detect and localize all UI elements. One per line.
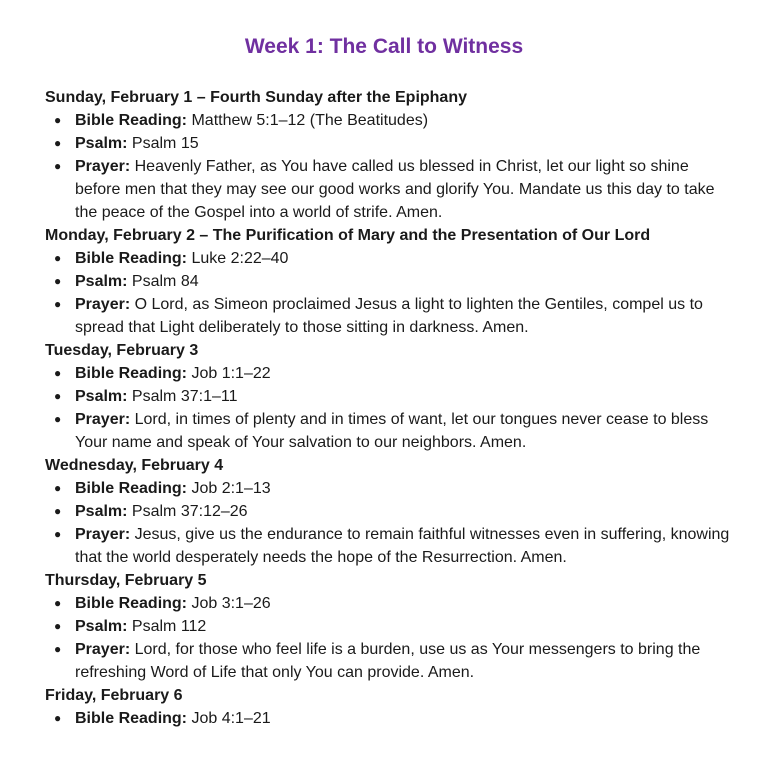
psalm-item [45, 132, 735, 155]
bible-reading-label: Bible Reading: [75, 250, 188, 267]
psalm-item [45, 270, 735, 293]
day-items [45, 109, 735, 224]
prayer-item [45, 293, 735, 339]
day-heading: Thursday, February 5 [45, 572, 207, 589]
day-items [45, 362, 735, 454]
day-heading: Tuesday, February 3 [45, 342, 199, 359]
prayer-label: Prayer: [75, 526, 131, 543]
psalm-item [45, 615, 735, 638]
prayer-item [45, 155, 735, 224]
bible-reading-value: Job 4:1–21 [191, 710, 271, 727]
prayer-label: Prayer: [75, 411, 131, 428]
bible-reading-value: Luke 2:22–40 [191, 250, 289, 267]
bullet-icon: ● [54, 596, 62, 610]
bible-reading-item [45, 362, 735, 385]
bible-reading-label: Bible Reading: [75, 595, 188, 612]
psalm-value: Psalm 112 [131, 618, 207, 635]
page-title: Week 1: The Call to Witness [244, 35, 524, 58]
day-entry-thursday [45, 569, 735, 684]
psalm-label: Psalm: [75, 273, 128, 290]
psalm-item [45, 385, 735, 408]
day-items [45, 707, 735, 730]
day-heading: Friday, February 6 [45, 687, 183, 704]
bullet-icon: ● [54, 527, 62, 541]
bible-reading-value: Matthew 5:1–12 (The Beatitudes) [191, 112, 429, 129]
bible-reading-value: Job 1:1–22 [191, 365, 271, 382]
day-entry-tuesday [45, 339, 735, 454]
daily-readings [45, 86, 735, 730]
bullet-icon: ● [54, 619, 62, 633]
bullet-icon: ● [54, 366, 62, 380]
bullet-icon: ● [54, 136, 62, 150]
prayer-item [45, 638, 735, 684]
bullet-icon: ● [54, 251, 62, 265]
prayer-text: O Lord, as Simeon proclaimed Jesus a light to lighten the Gentiles, compel us to spread that Light deliberately to those sitting in darkness. Amen. [75, 296, 703, 336]
bible-reading-item [45, 592, 735, 615]
prayer-label: Prayer: [75, 158, 131, 175]
bullet-icon: ● [54, 159, 62, 173]
bullet-icon: ● [54, 642, 62, 656]
psalm-value: Psalm 15 [131, 135, 199, 152]
day-items [45, 592, 735, 684]
bible-reading-item [45, 477, 735, 500]
bible-reading-value: Job 3:1–26 [191, 595, 271, 612]
day-items [45, 477, 735, 569]
bullet-icon: ● [54, 412, 62, 426]
day-items [45, 247, 735, 339]
prayer-item [45, 523, 735, 569]
psalm-value: Psalm 37:12–26 [131, 503, 248, 520]
day-entry-monday [45, 224, 735, 339]
day-heading: Monday, February 2 – The Purification of Mary and the Presentation of Our Lord [45, 227, 651, 244]
prayer-text: Heavenly Father, as You have called us blessed in Christ, let our light so shine before men that they may see our good works and glorify You. Mandate us this day to take the peace of the Gospel into a world of strife. Amen. [75, 158, 715, 221]
prayer-text: Lord, for those who feel life is a burden, use us as Your messengers to bring the refreshing Word of Life that only You can provide. Amen. [75, 641, 701, 681]
bullet-icon: ● [54, 274, 62, 288]
prayer-text: Jesus, give us the endurance to remain faithful witnesses even in suffering, knowing that the world desperately needs the hope of the Resurrection. Amen. [75, 526, 730, 566]
bullet-icon: ● [54, 711, 62, 725]
bullet-icon: ● [54, 481, 62, 495]
psalm-label: Psalm: [75, 618, 128, 635]
bible-reading-item [45, 109, 735, 132]
bible-reading-value: Job 2:1–13 [191, 480, 271, 497]
day-heading: Wednesday, February 4 [45, 457, 224, 474]
bullet-icon: ● [54, 113, 62, 127]
day-heading: Sunday, February 1 – Fourth Sunday after the Epiphany [45, 89, 467, 106]
bible-reading-label: Bible Reading: [75, 365, 188, 382]
psalm-item [45, 500, 735, 523]
day-entry-wednesday [45, 454, 735, 569]
prayer-item [45, 408, 735, 454]
prayer-label: Prayer: [75, 296, 131, 313]
bible-reading-item [45, 707, 735, 730]
prayer-text: Lord, in times of plenty and in times of want, let our tongues never cease to bless Your name and speak of Your salvation to our neighbors. Amen. [75, 411, 709, 451]
psalm-value: Psalm 84 [131, 273, 199, 290]
psalm-value: Psalm 37:1–11 [131, 388, 238, 405]
prayer-label: Prayer: [75, 641, 131, 658]
bullet-icon: ● [54, 389, 62, 403]
bible-reading-label: Bible Reading: [75, 480, 188, 497]
psalm-label: Psalm: [75, 388, 128, 405]
bullet-icon: ● [54, 504, 62, 518]
day-entry-sunday [45, 86, 735, 224]
bible-reading-label: Bible Reading: [75, 710, 188, 727]
psalm-label: Psalm: [75, 135, 128, 152]
bible-reading-label: Bible Reading: [75, 112, 188, 129]
psalm-label: Psalm: [75, 503, 128, 520]
bullet-icon: ● [54, 297, 62, 311]
day-entry-friday [45, 684, 735, 730]
bible-reading-item [45, 247, 735, 270]
